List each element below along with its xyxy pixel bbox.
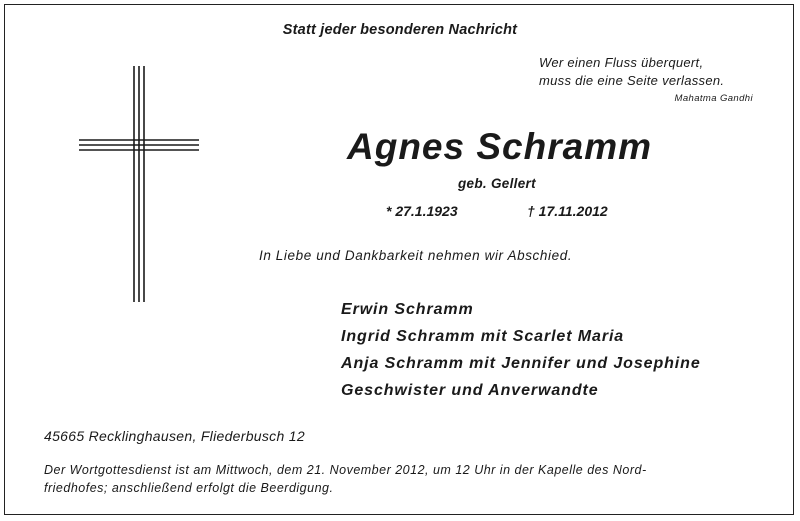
family-member: Erwin Schramm (341, 301, 474, 318)
quote-line-1: Wer einen Fluss überquert, (539, 55, 704, 70)
address: 45665 Recklinghausen, Fliederbusch 12 (44, 428, 305, 444)
birth-date: * 27.1.1923 (386, 203, 458, 219)
death-date: † 17.11.2012 (527, 203, 608, 219)
header-text: Statt jeder besonderen Nachricht (282, 22, 518, 38)
service-info (44, 461, 756, 497)
quote (539, 54, 724, 90)
service-line-1: Der Wortgottesdienst ist am Mittwoch, dem 21. November 2012, um 12 Uhr in der Kapelle des Nord- (44, 463, 647, 477)
maiden-name: geb. Gellert (458, 176, 536, 191)
quote-author: Mahatma Gandhi (674, 93, 753, 104)
deceased-name: Agnes Schramm (347, 126, 652, 167)
family-member: Geschwister und Anverwandte (341, 382, 599, 399)
family-member: Anja Schramm mit Jennifer und Josephine (341, 355, 701, 372)
service-line-2: friedhofes; anschließend erfolgt die Beerdigung. (44, 481, 334, 495)
family-member: Ingrid Schramm mit Scarlet Maria (341, 328, 625, 345)
quote-line-2: muss die eine Seite verlassen. (539, 73, 725, 88)
family-list (341, 296, 701, 404)
cross-icon (79, 66, 199, 302)
farewell-text: In Liebe und Dankbarkeit nehmen wir Abschied. (259, 248, 573, 263)
